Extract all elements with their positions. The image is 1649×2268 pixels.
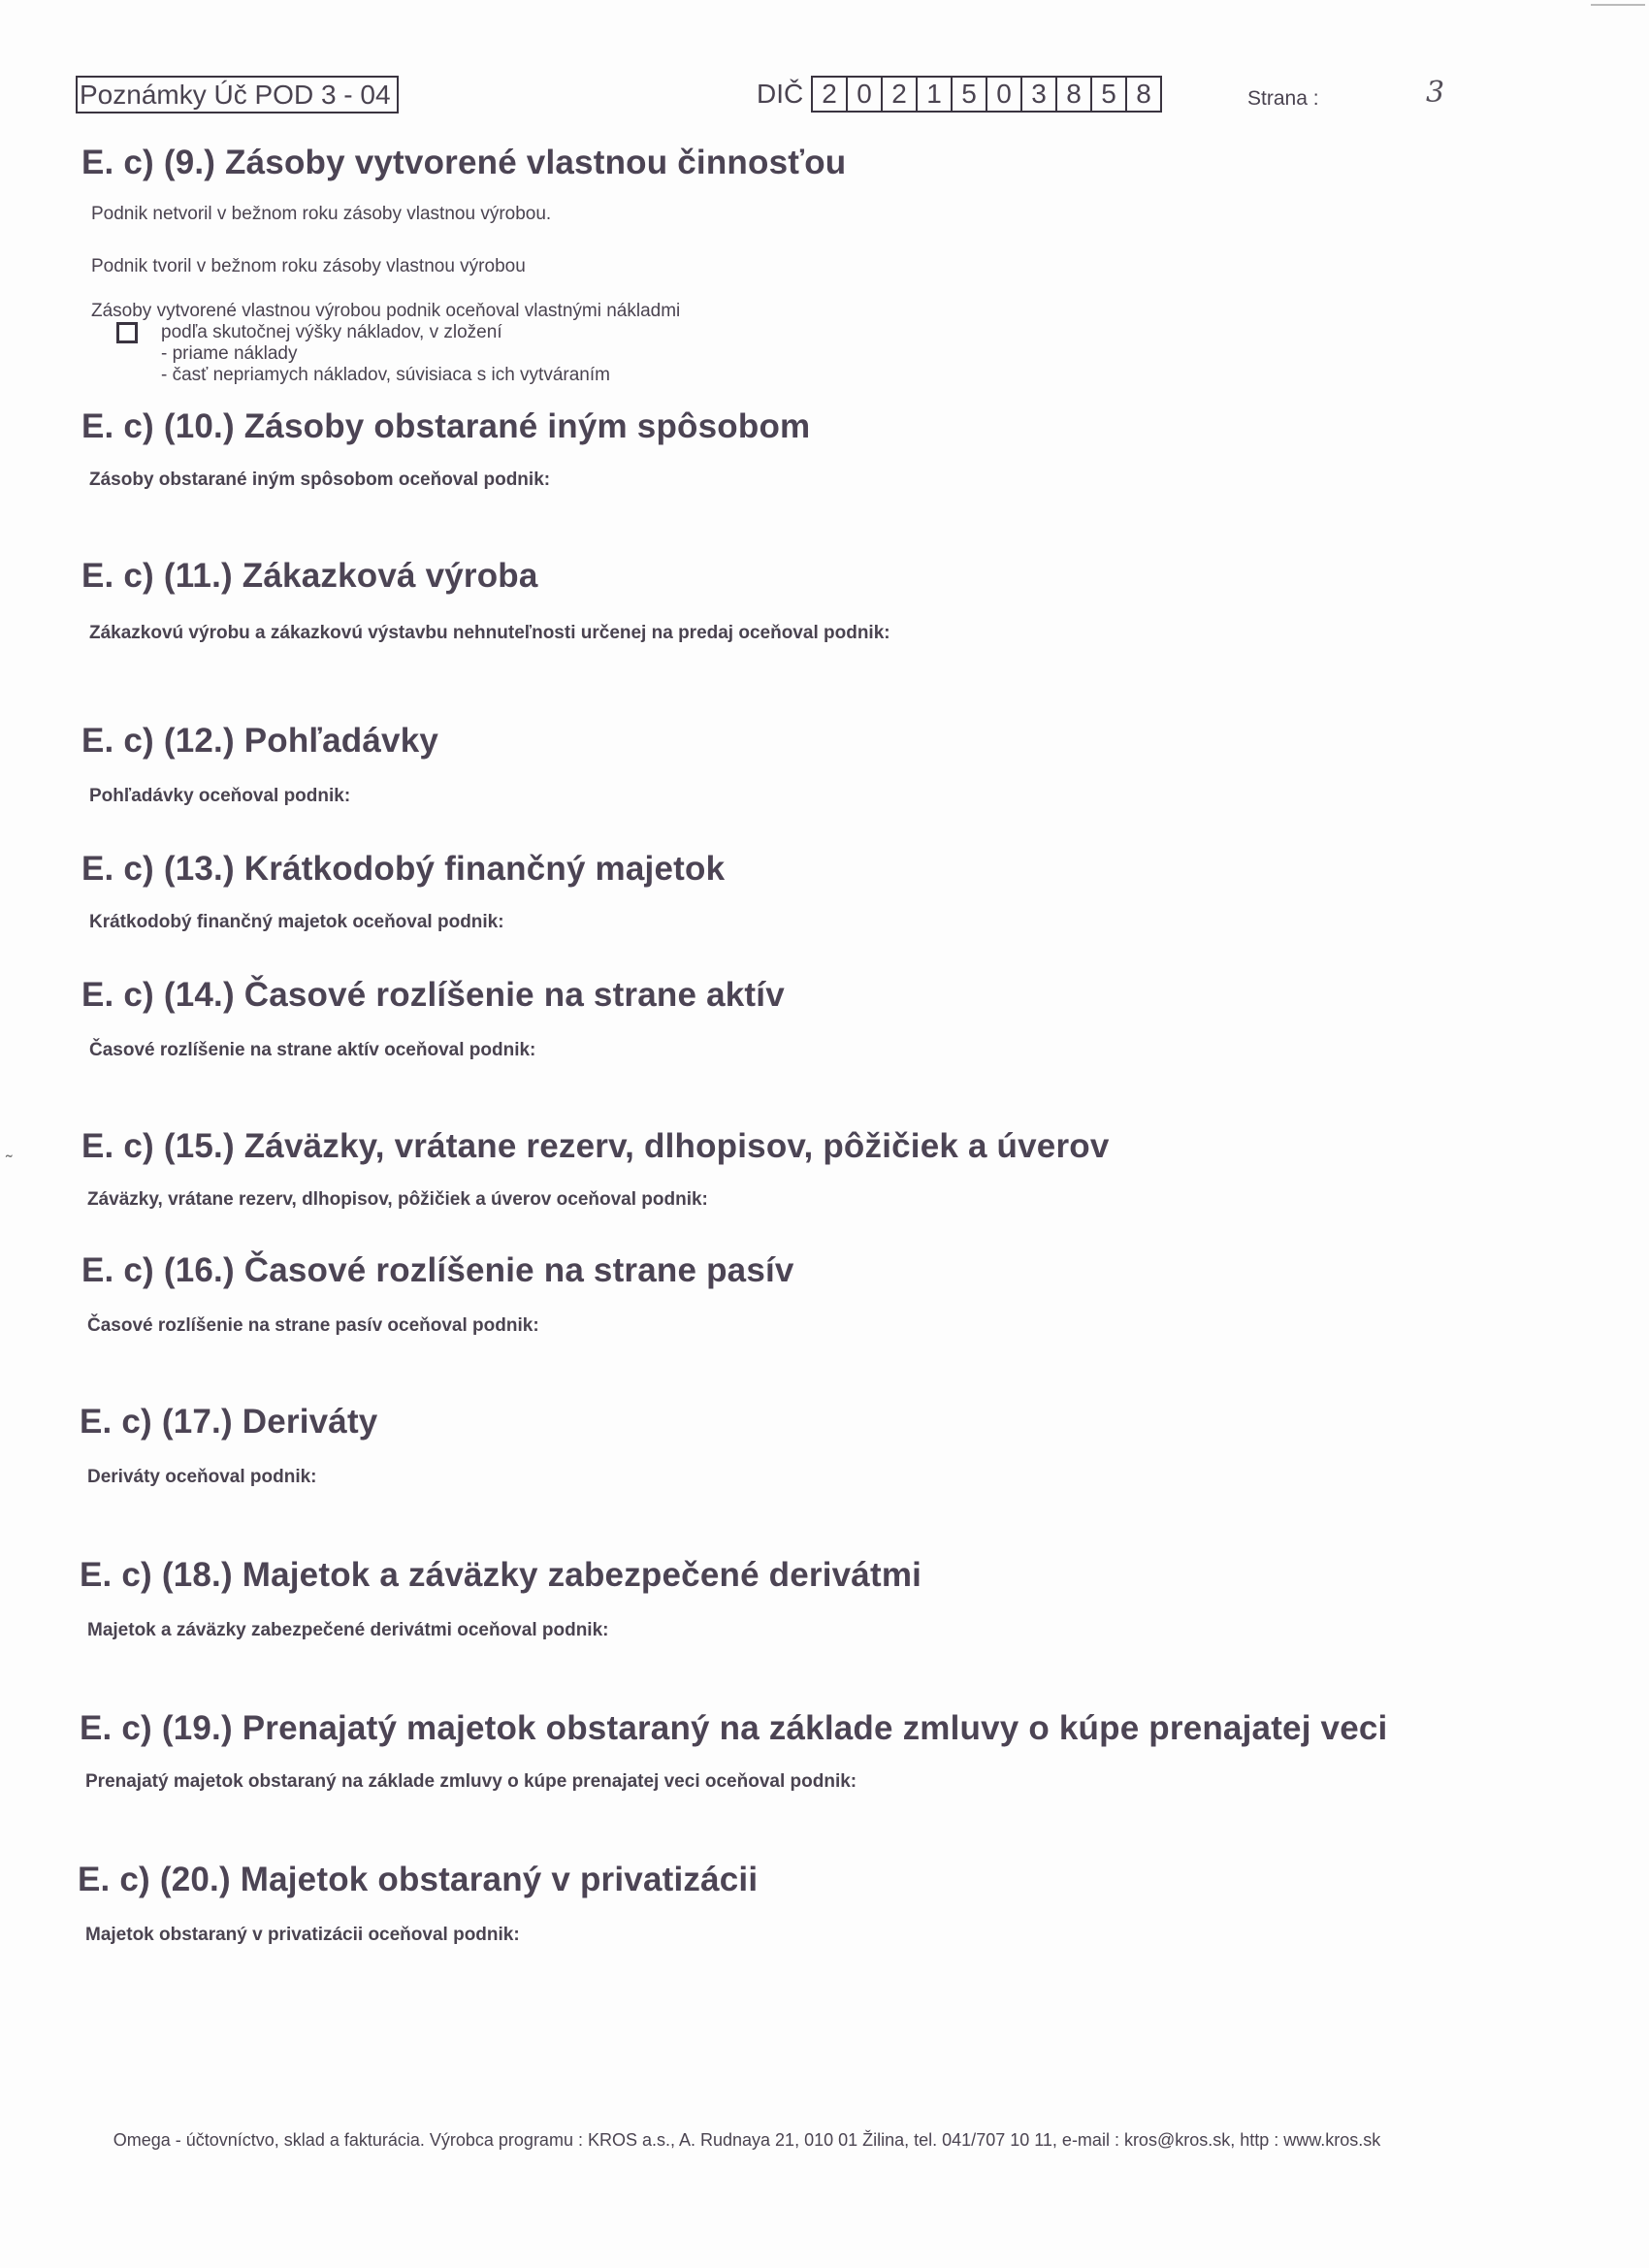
section-text: Zásoby vytvorené vlastnou výrobou podnik oceňoval vlastnými nákladmi bbox=[91, 301, 681, 321]
section-heading: E. c) (17.) Deriváty bbox=[80, 1403, 378, 1441]
section-text: Zásoby obstarané iným spôsobom oceňoval podnik: bbox=[89, 470, 551, 490]
section-text: Deriváty oceňoval podnik: bbox=[87, 1467, 317, 1487]
section-heading: E. c) (19.) Prenajatý majetok obstaraný na základe zmluvy o kúpe prenajatej veci bbox=[80, 1709, 1388, 1747]
section-heading: E. c) (12.) Pohľadávky bbox=[81, 722, 439, 760]
handwritten-page-number: 3 bbox=[1426, 76, 1445, 110]
form-id: Poznámky Úč POD 3 - 04 bbox=[76, 76, 399, 113]
section-heading: E. c) (11.) Zákazková výroba bbox=[81, 557, 538, 595]
section-heading: E. c) (18.) Majetok a záväzky zabezpečené derivátmi bbox=[80, 1556, 922, 1594]
section-text: Majetok a záväzky zabezpečené derivátmi oceňoval podnik: bbox=[87, 1620, 609, 1640]
dic-digit: 0 bbox=[987, 78, 1022, 111]
margin-mark: ˷ bbox=[6, 1137, 13, 1158]
section-heading: E. c) (14.) Časové rozlíšenie na strane aktív bbox=[81, 976, 785, 1014]
section-text: Pohľadávky oceňoval podnik: bbox=[89, 786, 351, 806]
footer-text: Omega - účtovníctvo, sklad a fakturácia. Výrobca programu : KROS a.s., A. Rudnaya 21, 010 01 Žilina, tel. 041/707 10 11, e-mail : kros@kros.sk, http : www.kros.sk bbox=[113, 2130, 1381, 2150]
checkbox-label: podľa skutočnej výšky nákladov, v zložení bbox=[161, 322, 502, 342]
dic-digit: 2 bbox=[883, 78, 918, 111]
page-label: Strana : bbox=[1247, 87, 1319, 110]
section-heading: E. c) (13.) Krátkodobý finančný majetok bbox=[81, 850, 726, 888]
section-heading: E. c) (20.) Majetok obstaraný v privatizácii bbox=[78, 1861, 759, 1898]
section-text: Časové rozlíšenie na strane pasív oceňoval podnik: bbox=[87, 1315, 539, 1336]
section-heading: E. c) (9.) Zásoby vytvorené vlastnou činnosťou bbox=[81, 144, 847, 181]
section-text: Krátkodobý finančný majetok oceňoval podnik: bbox=[89, 912, 504, 932]
dic-digit: 5 bbox=[953, 78, 987, 111]
section-text: Zákazkovú výrobu a zákazkovú výstavbu nehnuteľnosti určenej na predaj oceňoval podnik: bbox=[89, 623, 890, 643]
section-text: Časové rozlíšenie na strane aktív oceňoval podnik: bbox=[89, 1040, 536, 1060]
section-text: - priame náklady bbox=[161, 343, 298, 364]
section-text: Podnik netvoril v bežnom roku zásoby vlastnou výrobou. bbox=[91, 204, 552, 224]
dic-digit-boxes bbox=[811, 76, 1162, 113]
dic-digit: 1 bbox=[918, 78, 953, 111]
section-text: Majetok obstaraný v privatizácii oceňoval podnik: bbox=[85, 1925, 520, 1945]
dic-digit: 2 bbox=[813, 78, 848, 111]
valuation-checkbox[interactable] bbox=[116, 322, 138, 343]
dic-digit: 5 bbox=[1092, 78, 1127, 111]
section-text: - časť nepriamych nákladov, súvisiaca s ich vytváraním bbox=[161, 365, 610, 385]
dic-digit: 8 bbox=[1057, 78, 1092, 111]
section-heading: E. c) (15.) Záväzky, vrátane rezerv, dlhopisov, pôžičiek a úverov bbox=[81, 1127, 1110, 1165]
section-text: Záväzky, vrátane rezerv, dlhopisov, pôžičiek a úverov oceňoval podnik: bbox=[87, 1189, 708, 1210]
dic-label: DIČ bbox=[757, 79, 804, 109]
scan-mark bbox=[1591, 4, 1645, 6]
section-heading: E. c) (16.) Časové rozlíšenie na strane pasív bbox=[81, 1251, 794, 1289]
dic-digit: 3 bbox=[1022, 78, 1057, 111]
dic-digit: 0 bbox=[848, 78, 883, 111]
section-text: Prenajatý majetok obstaraný na základe zmluvy o kúpe prenajatej veci oceňoval podnik: bbox=[85, 1771, 857, 1792]
dic-digit: 8 bbox=[1136, 79, 1151, 109]
section-text: Podnik tvoril v bežnom roku zásoby vlastnou výrobou bbox=[91, 256, 526, 276]
section-heading: E. c) (10.) Zásoby obstarané iným spôsobom bbox=[81, 407, 811, 445]
